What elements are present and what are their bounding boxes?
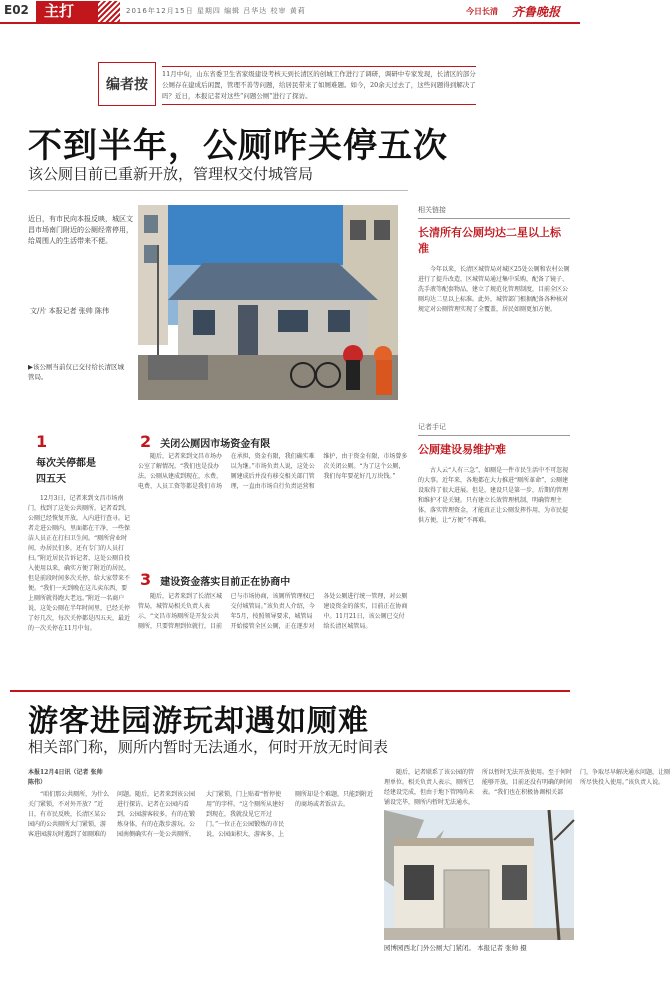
section2-header: 2 关闭公厕因市场资金有限 (140, 432, 271, 451)
brand-tagline: 今日长清 (466, 7, 498, 16)
story2-text-continued: 随后，记者联系了该公园的管理单位。相关负责人表示，厕所已经建设完成，但由于地下管网尚未铺设完毕，厕所内暂时无法通水，所以暂时无法开放使用。至于何时能够开放，目前还没有明确的时间表。“我们也在积极协调相关部门，争取尽早解决通水问题，让厕所尽快投入使用。”该负责人说。 (384, 769, 671, 806)
decorative-stripes (98, 1, 120, 22)
sidebar-headline: 公厕建设易维护难 (418, 443, 506, 456)
sidebar-tag: 记者手记 (418, 422, 570, 436)
editor-note-text: 11月中旬，山东省委卫生省家级建设考核天到长清区的创城工作进行了调研，调研中专家发现，长清区的部分公厕存在建成后闲置，管理不善等问题，给居民带来了如厕难题。如今，20余天过去了，这些问题得到解决了吗？近日，本报记者对这些“问题公厕”进行了探访。 (162, 66, 476, 105)
sidebar-body: 今年以来，长清区城管局对城区25处公厕和农村公厕进行了提升改造，区城管局通过集中采购，配备了镜子、洗手液等配套物品，建立了规范化管理制度，目前全区公厕均达二星以上标准。此外，城管部门根据配备各种核对规定对公厕管理实现了全覆盖，居民如厕更加方便。 (418, 266, 570, 313)
story1-photo (138, 205, 398, 400)
section3-header: 3 建设资金落实目前正在协商中 (140, 570, 291, 589)
sidebar-body: 古人云“人有三急”，如厕是一件市民生活中不可忽视的大事。近年来，各地都在大力推进“厕所革命”，公厕建设取得了很大进展。但是，建设只是第一步，后期的管理和维护才是关键。只有建立长效管理机制，明确管理主体，落实管理资金，才能真正让公厕发挥作用，为市民提供方便，让“方便”不再难。 (418, 467, 569, 524)
story1-byline: 文/片 本报记者 张帅 陈伟 (30, 307, 110, 315)
story1-intro: 近日，有市民向本报反映，城区文昌市场南门附近的公厕经常停用，给周围人的生活带来不便。 (28, 215, 133, 245)
page-header (0, 0, 580, 28)
story2-byline: 本报12月4日讯（记者 张帅 陈伟） (28, 769, 103, 786)
issue-meta: 2016年12月15日 星期四 编辑 吕华达 校审 黄莉 (126, 7, 306, 15)
section3-text: 随后，记者来到了长清区城管局，城管局相关负责人表示，“文昌市场厕所是开发公共厕所，只要管理到位就行，目前已与市场协商，该厕所管理权已交付城管局。”该负责人介绍，今年5月，按照领导要求，城管局开始接管全区公厕，正在逐步对各处公厕进行统一管理，对公厕建设资金的落实，目前正在协商中。11月21日，该公厕已交付给长清区城管局。 (138, 593, 408, 630)
story2-headline: 游客进园游玩却遇如厕难 (28, 704, 369, 739)
section1-number: 1 (36, 432, 48, 451)
story-divider (10, 690, 570, 692)
editor-note (98, 62, 478, 106)
editor-note-label: 编者按 (98, 62, 156, 106)
story1-headline: 不到半年，公厕咋关停五次 (28, 126, 448, 166)
newspaper-logo: 齐鲁晚报 (512, 5, 561, 19)
section1-text: 12月3日，记者来到文昌市场南门，找到了这处公共厕所。记者看到，公厕已经恢复开放，入内进行查寻。记者走进公厕内，里面都在干净，一些保洁人员正在打扫卫生间。“厕所营业时间，办居民们多，还有专门的人员打扫。”附近居民告诉记者，这处公厕自投入使用以来，确实方便了附近的居民，但是前段时间多次关停，给大家带来不便。“我们一天到晚在这儿卖东西，要上厕所就得跑大老远。”附近一名商户说，这处公厕在半年时间里，已经关停了好几次，每次关停都是四五天，最近的一次关停在11月中旬。 (28, 495, 131, 632)
page-number: E02 (4, 3, 29, 17)
divider (28, 190, 408, 191)
related-link-sidebar (418, 205, 570, 375)
sidebar-headline: 长清所有公厕均达二星以上标准 (418, 226, 561, 255)
story2-subheadline: 相关部门称，厕所内暂时无法通水，何时开放无时间表 (28, 738, 389, 756)
section1-heading: 每次关停都是四五天 (36, 458, 96, 485)
story2-photo (384, 810, 574, 940)
section2-text: 随后，记者来到文昌市场办公室了解情况。“我们也是没办法。公厕从建成到现在，水费、电费、人员工资等都是我们市场在承担，资金有限，我们确实难以为继。”市场负责人说，这处公厕建成后并没有移交相关部门管理，一直由市场自行负责运营和维护，由于资金有限，市场曾多次关闭公厕。“为了这个公厕，我们每年要花好几万块钱。” (138, 453, 408, 490)
story1-photo-caption: ▶该公厕当前仅已交付给长清区城管局。 (28, 363, 124, 381)
story2-photo-caption: 园博园西北门外公厕大门紧闭。 本报记者 张帅 摄 (384, 944, 527, 952)
section-label: 主打 (36, 1, 98, 22)
story2-text: “咱们那公共厕所，为什么关门紧锁，不对外开放？”近日，有市民反映，长清区某公园内的公共厕所大门紧锁，游客进园游玩时遇到了如厕难的问题。随后，记者来到该公园进行探访。记者在公园内看到，公园游客较多，有的在锻炼身体，有的在散步游玩。公园南侧确实有一处公共厕所，大门紧锁，门上贴着“暂停使用”的字样。“这个厕所从建好到现在，我就没见它开过门。”一位正在公园锻炼的市民说，公园面积大，游客多，上厕所却是个难题，只能到附近的商场或者饭店去。 (28, 791, 374, 838)
sidebar-tag: 相关链接 (418, 205, 570, 219)
story1-subheadline: 该公厕目前已重新开放，管理权交付城管局 (28, 165, 314, 183)
reporter-note-sidebar (418, 422, 570, 636)
